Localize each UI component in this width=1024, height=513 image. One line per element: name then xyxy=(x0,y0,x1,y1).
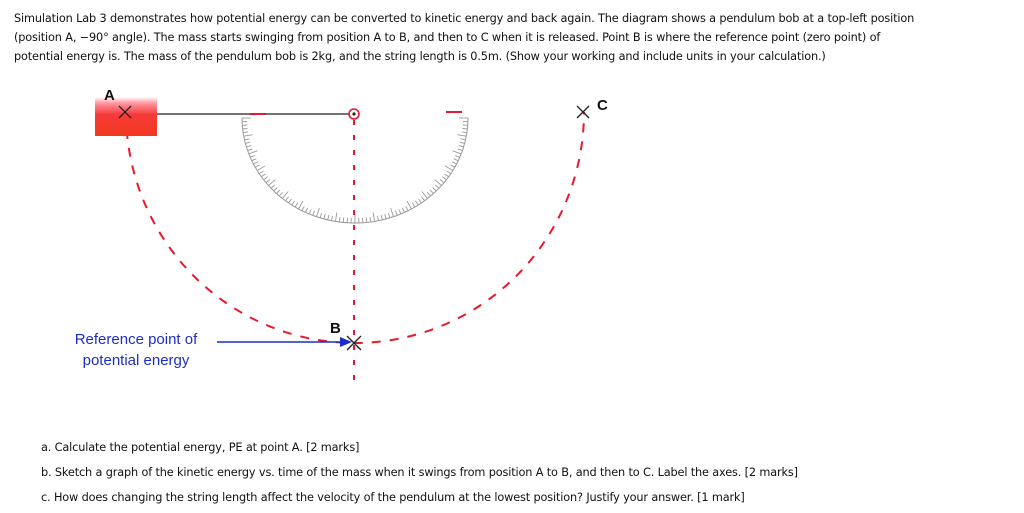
protractor-tick xyxy=(266,180,270,183)
protractor-tick xyxy=(422,192,428,199)
protractor-tick xyxy=(399,209,401,214)
protractor-tick xyxy=(313,211,315,216)
protractor-tick xyxy=(343,218,344,223)
protractor-tick xyxy=(460,142,465,143)
protractor-tick xyxy=(285,197,288,201)
protractor-tick xyxy=(391,208,394,217)
question-c: c. How does changing the string length affect the velocity of the pendulum at the lowest position? Justify your answer. [1 mark] xyxy=(41,488,1001,513)
protractor-tick xyxy=(245,142,250,143)
protractor-tick xyxy=(268,180,275,186)
protractor-tick xyxy=(381,215,382,220)
protractor-tick xyxy=(335,213,337,222)
protractor-tick xyxy=(255,165,259,167)
protractor-tick xyxy=(309,209,311,214)
protractor-tick xyxy=(442,177,446,180)
protractor-tick xyxy=(250,156,255,158)
label-a: A xyxy=(104,87,115,104)
label-b: B xyxy=(330,320,341,337)
protractor-tick xyxy=(316,208,319,217)
protractor-tick xyxy=(402,208,404,213)
protractor-tick xyxy=(422,197,425,201)
marker-c xyxy=(577,106,589,118)
protractor-tick xyxy=(388,213,390,218)
protractor-tick xyxy=(370,217,371,222)
reference-label-line-1: Reference point of xyxy=(58,329,214,350)
protractor-tick xyxy=(462,129,467,130)
protractor-tick xyxy=(277,190,281,194)
protractor-ticks xyxy=(242,118,468,223)
protractor-tick xyxy=(378,216,379,221)
protractor-tick xyxy=(445,166,453,171)
protractor-tick xyxy=(447,171,451,174)
intro-line-3: potential energy is. The mass of the pendulum bob is 2kg, and the string length is 0.5m. (Show your working and include units in your calculation.) xyxy=(14,47,1014,66)
protractor-tick xyxy=(458,149,463,151)
label-c: C xyxy=(597,97,608,114)
protractor-tick xyxy=(252,159,256,161)
protractor-tick xyxy=(385,214,386,219)
protractor-tick xyxy=(274,188,278,191)
protractor-tick xyxy=(433,188,437,191)
protractor-tick xyxy=(455,156,460,158)
protractor-tick xyxy=(407,201,412,209)
question-b: b. Sketch a graph of the kinetic energy vs. time of the mass when it swings from position A to B, and then to C. Label the axes. [2 marks] xyxy=(41,463,1001,488)
protractor-tick xyxy=(324,214,325,219)
protractor-tick xyxy=(373,213,375,222)
protractor-tick xyxy=(328,215,329,220)
protractor-tick xyxy=(271,185,275,188)
protractor-tick xyxy=(435,180,442,186)
protractor-tick xyxy=(457,135,466,137)
protractor-tick xyxy=(279,192,282,196)
protractor-tick xyxy=(415,201,418,205)
reference-label xyxy=(58,329,214,371)
protractor-tick xyxy=(459,146,464,147)
protractor-tick xyxy=(427,192,430,196)
protractor-tick xyxy=(249,151,257,154)
question-list xyxy=(41,438,1001,513)
intro-line-1: Simulation Lab 3 demonstrates how potential energy can be converted to kinetic energy and back again. The diagram shows a pendulum bob at a top-left position xyxy=(14,9,1014,28)
protractor-tick xyxy=(440,180,444,183)
protractor-tick xyxy=(243,129,248,130)
protractor-tick xyxy=(366,218,367,223)
protractor-tick xyxy=(243,132,248,133)
protractor-tick xyxy=(396,211,398,216)
protractor-tick xyxy=(462,132,467,133)
protractor-tick xyxy=(452,162,457,164)
protractor-tick xyxy=(454,159,459,161)
protractor-tick xyxy=(430,190,434,194)
protractor-tick xyxy=(295,203,298,207)
protractor-tick xyxy=(332,216,333,221)
protractor-tick xyxy=(412,203,415,207)
protractor-tick xyxy=(253,162,258,164)
protractor-tick xyxy=(419,199,422,203)
protractor-tick xyxy=(244,135,253,137)
protractor-tick xyxy=(264,177,268,180)
protractor-tick xyxy=(259,171,263,174)
protractor-tick xyxy=(246,146,251,147)
protractor-tick xyxy=(445,174,449,177)
reference-label-line-2: potential energy xyxy=(58,350,214,371)
protractor-tick xyxy=(461,139,466,140)
protractor-tick xyxy=(289,199,292,203)
pivot-point xyxy=(349,109,359,119)
protractor-tick xyxy=(257,166,265,171)
protractor-tick xyxy=(299,201,304,209)
protractor-scale xyxy=(242,118,468,223)
protractor-tick xyxy=(435,185,439,188)
intro-line-2: (position A, −90° angle). The mass starts swinging from position A to B, and then to C when it is released. Point B is where the reference point (zero point) of xyxy=(14,28,1014,47)
protractor-tick xyxy=(339,217,340,222)
protractor-tick xyxy=(453,151,462,154)
protractor-tick xyxy=(306,208,308,213)
protractor-tick xyxy=(302,206,304,210)
protractor-tick xyxy=(292,201,295,205)
protractor-tick xyxy=(248,149,253,151)
protractor-tick xyxy=(406,206,408,210)
protractor-arc xyxy=(242,118,468,223)
protractor-tick xyxy=(261,174,265,177)
protractor-tick xyxy=(245,139,250,140)
protractor-tick xyxy=(320,213,322,218)
protractor-tick xyxy=(450,165,454,167)
protractor-tick xyxy=(282,192,288,199)
question-a: a. Calculate the potential energy, PE at point A. [2 marks] xyxy=(41,438,1001,463)
